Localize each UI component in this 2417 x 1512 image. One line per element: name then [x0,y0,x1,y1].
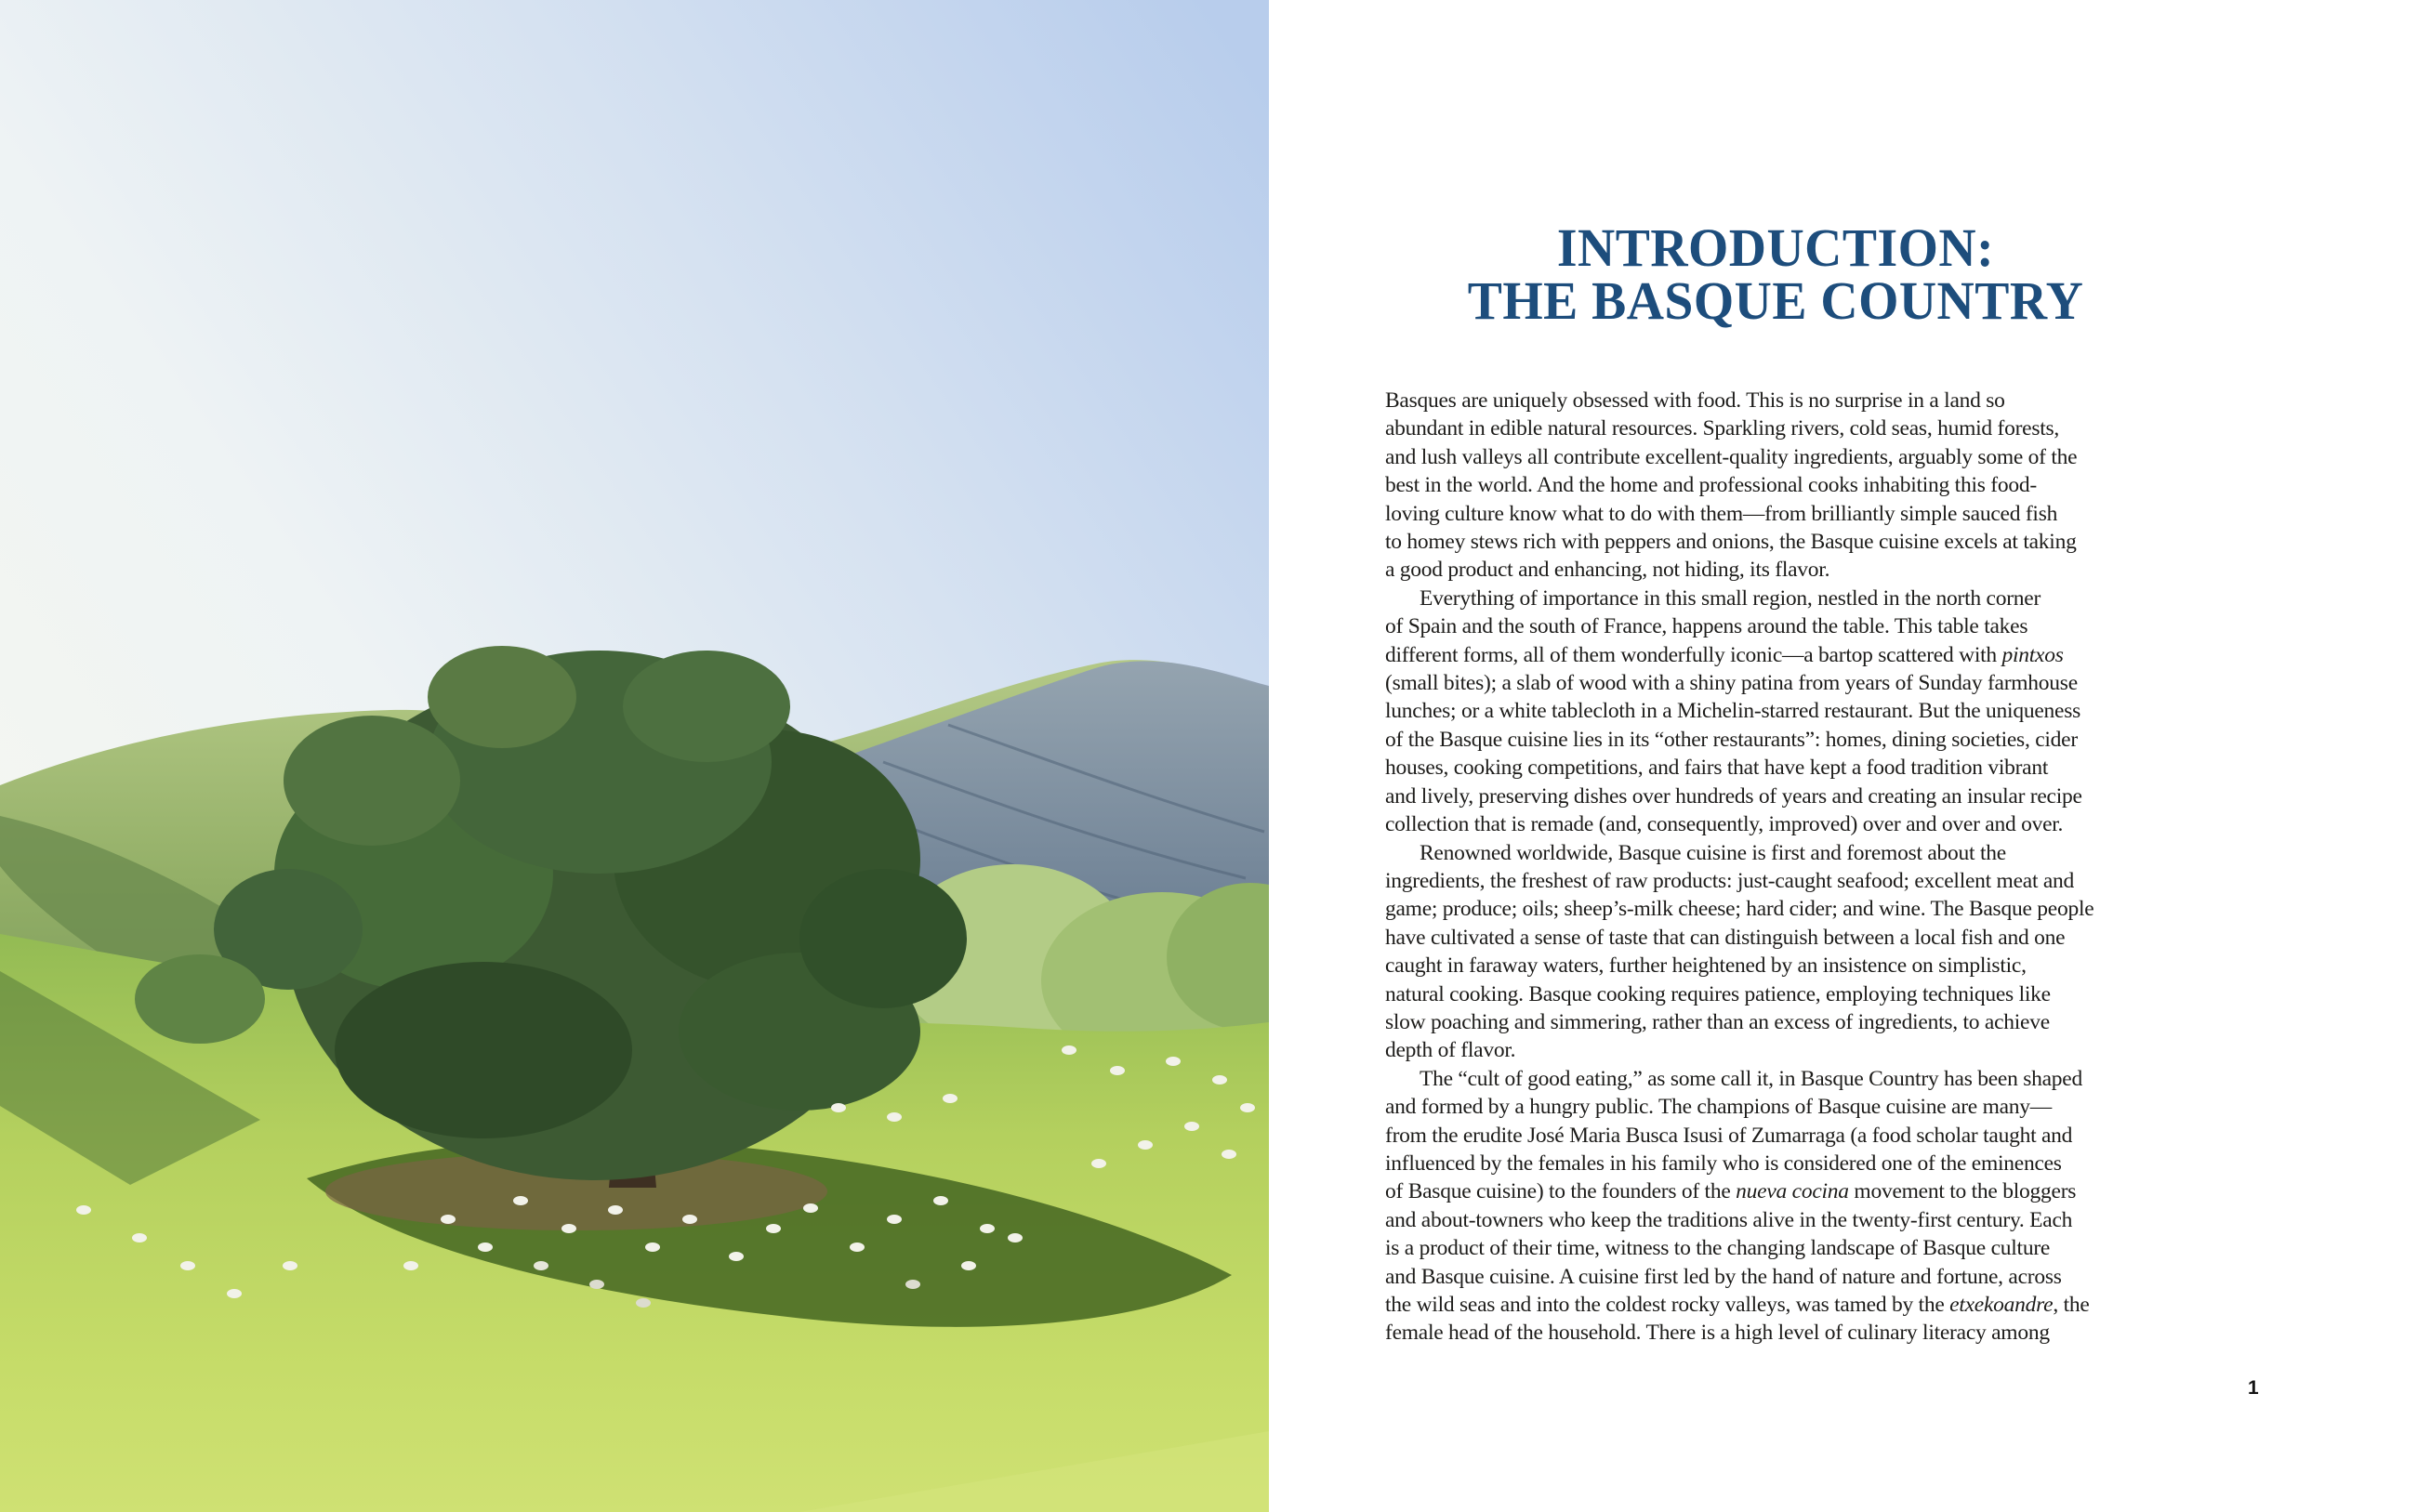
text-line: abundant in edible natural resources. Sparkling rivers, cold seas, humid forests, [1385,416,2060,441]
text-line: to homey stews rich with peppers and onions, the Basque cuisine excels at taking [1385,530,2077,555]
text-line: and lush valleys all contribute excellent-quality ingredients, arguably some of the [1385,444,2078,469]
text-line: depth of flavor. [1385,1038,1516,1063]
text-line: female head of the household. There is a high level of culinary literacy among [1385,1321,2050,1346]
text-line: the wild seas and into the coldest rocky valleys, was tamed by the etxekoandre, the [1385,1293,2090,1317]
text-line: slow poaching and simmering, rather than an excess of ingredients, to achieve [1385,1009,2050,1034]
text-line: influenced by the females in his family who is considered one of the eminences [1385,1150,2062,1176]
chapter-title [1401,217,2150,331]
text-line: from the erudite José Maria Busca Isusi of Zumarraga (a food scholar taught and [1385,1123,2073,1148]
page-number: 1 [2248,1377,2259,1399]
text-line: have cultivated a sense of taste that can distinguish between a local fish and one [1385,925,2066,950]
text-line: and Basque cuisine. A cuisine first led by the hand of nature and fortune, across [1385,1264,2062,1289]
text-line: houses, cooking competitions, and fairs that have kept a food tradition vibrant [1385,756,2049,781]
text-line: (small bites); a slab of wood with a shiny patina from years of Sunday farmhouse [1385,671,2078,696]
text-line: ingredients, the freshest of raw products: just-caught seafood; excellent meat and [1385,868,2075,893]
chapter-title-line-2: THE BASQUE COUNTRY [1467,270,2084,331]
body-text [1385,387,2171,1348]
text-line: caught in faraway waters, further heightened by an insistence on simplistic, [1385,953,2027,979]
bush [135,954,265,1044]
text-line: different forms, all of them wonderfully iconic—a bartop scattered with pintxos [1385,642,2064,667]
text-line: natural cooking. Basque cooking requires patience, employing techniques like [1385,981,2051,1006]
text-line: lunches; or a white tablecloth in a Michelin-starred restaurant. But the uniqueness [1385,699,2080,724]
text-line: a good product and enhancing, not hiding, its flavor. [1385,558,1830,583]
text-line: of the Basque cuisine lies in its “other restaurants”: homes, dining societies, cider [1385,727,2078,752]
text-line: and formed by a hungry public. The champions of Basque cuisine are many— [1385,1095,2053,1120]
text-line: and lively, preserving dishes over hundreds of years and creating an insular recipe [1385,783,2082,809]
text-line: of Spain and the south of France, happens around the table. This table takes [1385,614,2028,639]
text-line: The “cult of good eating,” as some call it, in Basque Country has been shaped [1420,1066,2082,1091]
text-line: collection that is remade (and, consequently, improved) over and over and over. [1385,812,2064,837]
text-line: Everything of importance in this small region, nestled in the north corner [1420,585,2041,611]
text-line: Renowned worldwide, Basque cuisine is first and foremost about the [1420,840,2006,865]
chapter-title-line-1: INTRODUCTION: [1556,217,1995,278]
text-line: game; produce; oils; sheep’s-milk cheese; hard cider; and wine. The Basque people [1385,897,2094,922]
text-page [1269,0,2417,1512]
text-line: best in the world. And the home and professional cooks inhabiting this food- [1385,473,2037,498]
text-line: loving culture know what to do with them—from brilliantly simple sauced fish [1385,501,2058,526]
text-line: and about-towners who keep the traditions alive in the twenty-first century. Each [1385,1207,2073,1232]
text-line: Basques are uniquely obsessed with food. This is no surprise in a land so [1385,388,2005,413]
text-line: is a product of their time, witness to the changing landscape of Basque culture [1385,1236,2051,1261]
text-line: of Basque cuisine) to the founders of the nueva cocina movement to the bloggers [1385,1179,2077,1204]
